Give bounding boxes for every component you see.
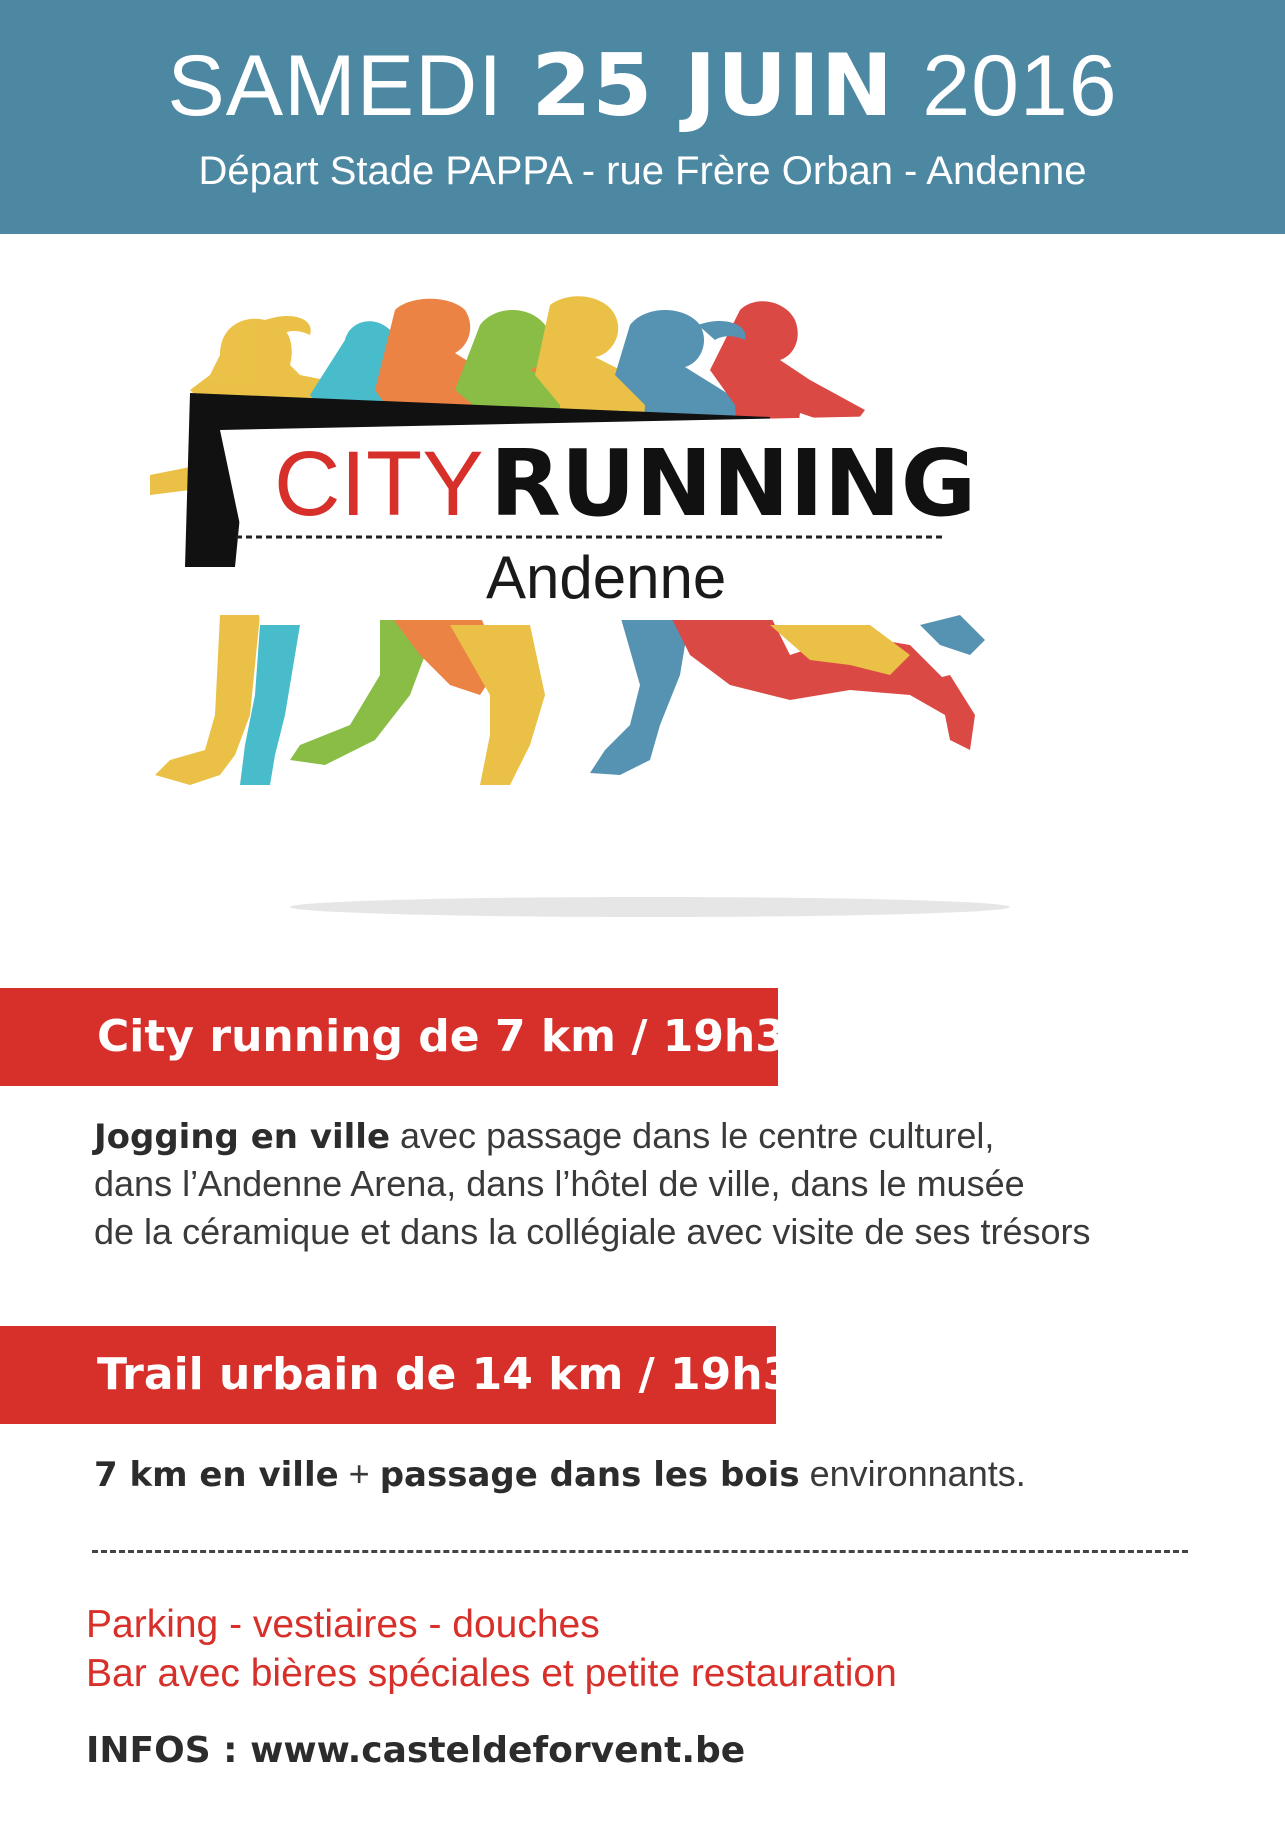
section-trail-banner bbox=[0, 1326, 824, 1424]
section-city-running-banner bbox=[0, 988, 817, 1086]
runners-illustration bbox=[150, 295, 1140, 935]
amenities-line-2: Bar avec bières spéciales et petite restauration bbox=[86, 1652, 897, 1695]
event-day: SAMEDI bbox=[167, 38, 504, 134]
runner-blue-foot bbox=[920, 615, 985, 655]
runners-lower bbox=[155, 615, 985, 785]
event-day-month: 25 JUIN bbox=[531, 36, 894, 136]
runner-gold-legs bbox=[450, 625, 545, 785]
section-city-running-desc-bold: Jogging en ville bbox=[94, 1117, 391, 1157]
infos-website: INFOS : www.casteldeforvent.be bbox=[86, 1730, 746, 1771]
section-city-running-desc-line1 bbox=[94, 1112, 994, 1161]
amenities-line-1: Parking - vestiaires - douches bbox=[86, 1603, 600, 1646]
event-venue: Départ Stade PAPPA - rue Frère Orban - Andenne bbox=[198, 149, 1087, 193]
section-city-running-title: City running de 7 km / 19h30 bbox=[97, 1011, 817, 1062]
event-date bbox=[0, 36, 1285, 136]
section-trail-desc bbox=[94, 1450, 1026, 1499]
logo-city-text: CITY bbox=[274, 433, 484, 535]
logo-town-text: Andenne bbox=[486, 544, 727, 611]
section-trail-desc-plus: + bbox=[338, 1453, 380, 1494]
logo-running-text: RUNNING bbox=[490, 430, 977, 537]
section-trail-title: Trail urbain de 14 km / 19h30 bbox=[97, 1349, 824, 1400]
section-trail-desc-bold1: 7 km en ville bbox=[94, 1455, 339, 1495]
ground-shadow bbox=[290, 897, 1010, 917]
section-city-running-desc-line3: de la céramique et dans la collégiale avec visite de ses trésors bbox=[94, 1211, 1091, 1252]
section-trail-desc-bold2: passage dans les bois bbox=[379, 1455, 800, 1495]
runner-blue-legs bbox=[590, 615, 690, 775]
dashed-divider bbox=[92, 1550, 1188, 1553]
runner-red-foot bbox=[910, 675, 975, 750]
event-year: 2016 bbox=[922, 38, 1118, 134]
header-banner bbox=[0, 0, 1285, 234]
city-running-logo bbox=[150, 295, 1140, 935]
section-city-running-desc-line2: dans l’Andenne Arena, dans l’hôtel de ville, dans le musée bbox=[94, 1163, 1025, 1204]
section-trail-desc-rest: environnants. bbox=[799, 1453, 1026, 1494]
section-city-running-desc-rest: avec passage dans le centre culturel, bbox=[390, 1115, 995, 1156]
